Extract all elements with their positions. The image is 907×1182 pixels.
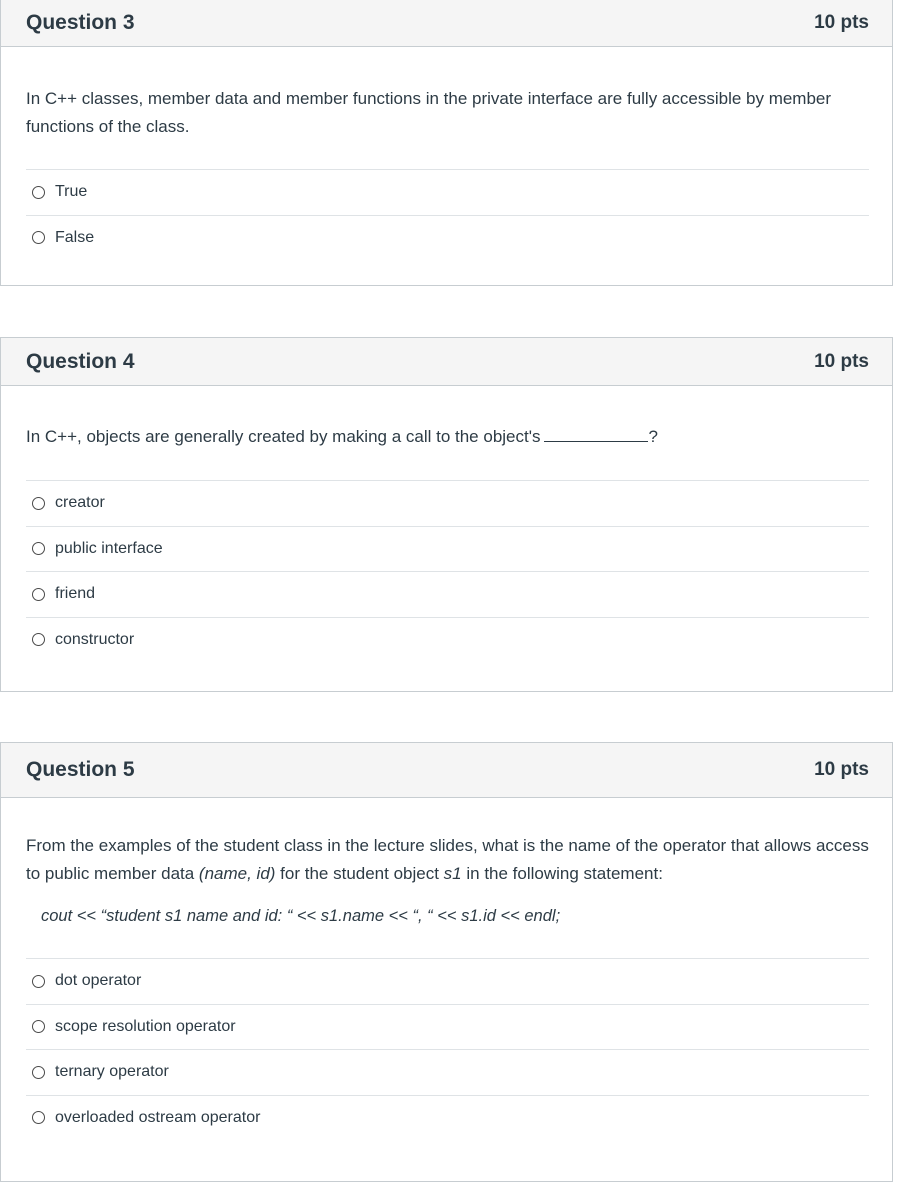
question-body — [1, 832, 892, 1140]
answer-option[interactable] — [26, 617, 869, 663]
radio-button[interactable] — [32, 588, 45, 601]
question-header — [1, 338, 892, 386]
answer-label: scope resolution operator — [55, 1017, 236, 1035]
radio-button[interactable] — [32, 975, 45, 988]
question-text-italic: (name, id) — [198, 864, 276, 883]
answer-option[interactable] — [26, 1049, 869, 1095]
answer-label: creator — [55, 494, 105, 512]
question-text: In C++ classes, member data and member functions in the private interface are fully accessible by member functions of the class. — [26, 89, 832, 136]
question-text-italic: s1 — [443, 864, 462, 883]
radio-button[interactable] — [32, 1020, 45, 1033]
radio-button[interactable] — [32, 231, 45, 244]
answer-list — [26, 480, 869, 662]
answer-label: constructor — [55, 630, 135, 648]
question-text-main: In C++, objects are generally created by making a call to the object's — [26, 427, 541, 446]
answer-label: friend — [55, 585, 96, 603]
radio-button[interactable] — [32, 542, 45, 555]
code-statement: cout << “student s1 name and id: “ << s1.name << “, “ << s1.id << endl; — [41, 907, 561, 925]
answer-option[interactable] — [26, 526, 869, 572]
answer-option[interactable] — [26, 1095, 869, 1141]
answer-label: ternary operator — [55, 1063, 169, 1081]
radio-button[interactable] — [32, 497, 45, 510]
question-title: Question 5 — [26, 758, 135, 781]
answer-option[interactable] — [26, 571, 869, 617]
answer-label: overloaded ostream operator — [55, 1108, 261, 1126]
question-points: 10 pts — [814, 350, 869, 372]
question-5 — [0, 742, 893, 1182]
answer-option[interactable] — [26, 169, 869, 215]
radio-button[interactable] — [32, 1066, 45, 1079]
radio-button[interactable] — [32, 1111, 45, 1124]
radio-button[interactable] — [32, 186, 45, 199]
question-header — [1, 743, 892, 798]
question-text — [26, 423, 869, 451]
answer-option[interactable] — [26, 215, 869, 261]
answer-label: dot operator — [55, 972, 142, 990]
answer-label: True — [55, 183, 88, 201]
answer-label: public interface — [55, 539, 163, 557]
question-body — [1, 423, 892, 662]
fill-in-blank — [544, 425, 648, 442]
question-text-part: for the student object — [275, 864, 444, 883]
answer-option[interactable] — [26, 958, 869, 1004]
radio-button[interactable] — [32, 633, 45, 646]
question-text-part: in the following statement: — [461, 864, 663, 883]
question-title: Question 3 — [26, 10, 135, 34]
answer-option[interactable] — [26, 480, 869, 526]
answer-list — [26, 169, 869, 260]
question-3 — [0, 0, 893, 286]
answer-option[interactable] — [26, 1004, 869, 1050]
question-text-suffix: ? — [648, 427, 658, 446]
answer-label: False — [55, 228, 95, 246]
question-title: Question 4 — [26, 349, 135, 373]
answer-list — [26, 958, 869, 1140]
question-points: 10 pts — [814, 759, 869, 780]
question-body — [1, 85, 892, 260]
question-header — [1, 0, 892, 47]
question-text — [26, 832, 869, 888]
question-4 — [0, 337, 893, 692]
question-text-part: From the examples of the student class in the lecture slides, what is the name of the operator that allows access to public member data — [26, 836, 869, 883]
question-points: 10 pts — [814, 11, 869, 33]
